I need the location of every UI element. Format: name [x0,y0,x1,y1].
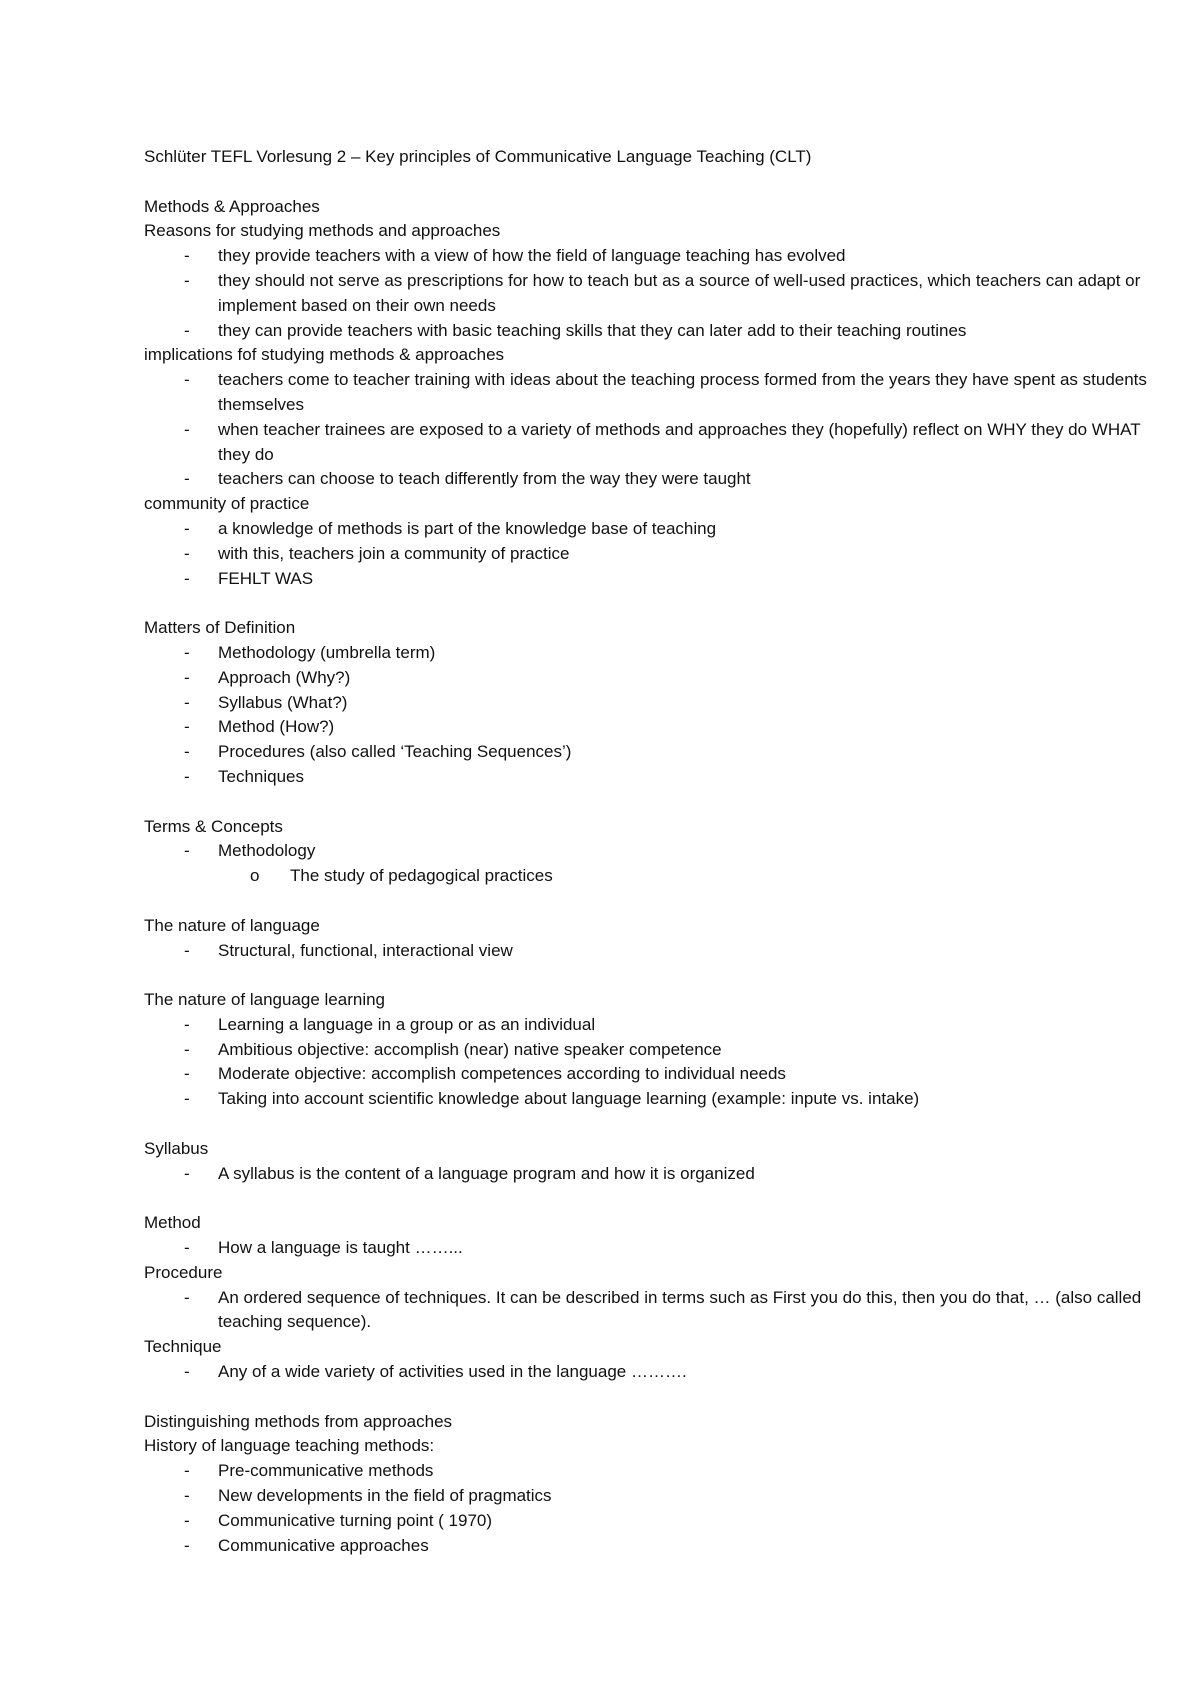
section-heading: Method [144,1213,201,1233]
section-subheading: History of language teaching methods: [144,1436,435,1456]
spacer [144,591,1160,616]
list-item: - Method (How?) [144,715,1160,740]
section-heading: Distinguishing methods from approaches [144,1411,453,1431]
dash-bullet: - [184,320,190,340]
list-item: - with this, teachers join a community of practice [144,542,1160,567]
spacer [144,790,1160,815]
list-item: - teachers come to teacher training with ideas about the teaching process formed from the years they have spent as students themselves [184,370,1147,414]
dash-bullet: - [184,518,190,538]
dash-bullet: - [184,940,190,960]
spacer [144,1112,1160,1137]
dash-bullet: - [184,692,190,712]
dash-bullet: - [184,1163,190,1183]
section-heading: Syllabus [144,1138,209,1158]
list-item: - Approach (Why?) [144,666,1160,691]
dash-bullet: - [184,1287,190,1307]
dash-bullet: - [184,1535,190,1555]
list-item: - FEHLT WAS [144,567,1160,592]
dash-bullet: - [184,270,190,290]
circle-bullet: o [250,866,260,886]
dash-bullet: - [184,1089,190,1109]
dash-bullet: - [184,841,190,861]
document-title: Schlüter TEFL Vorlesung 2 – Key principles of Communicative Language Teaching (CLT) [144,147,812,166]
dash-bullet: - [184,1238,190,1258]
list-item: - New developments in the field of pragmatics [144,1484,1160,1509]
list-item: - Syllabus (What?) [144,691,1160,716]
spacer [144,170,1160,195]
list-item: - a knowledge of methods is part of the knowledge base of teaching [144,517,1160,542]
spacer [144,889,1160,914]
sub-list-item: o The study of pedagogical practices [144,864,1160,889]
dash-bullet: - [184,1510,190,1530]
dash-bullet: - [184,469,190,489]
spacer [144,1186,1160,1211]
dash-bullet: - [184,667,190,687]
list-item: - A syllabus is the content of a language program and how it is organized [144,1162,1160,1187]
dash-bullet: - [184,1362,190,1382]
list-item: - they should not serve as prescriptions for how to teach but as a source of well-used practices, which teachers can adapt or implement based on their own needs [184,270,1141,315]
dash-bullet: - [184,246,190,266]
section-heading: Matters of Definition [144,618,296,638]
dash-bullet: - [184,717,190,737]
list-item: - Methodology [144,839,1160,864]
list-item: - Pre-communicative methods [144,1459,1160,1484]
list-item: - Taking into account scientific knowledge about language learning (example: inpute vs. intake) [144,1087,1160,1112]
list-item: - Procedures (also called ‘Teaching Sequences’) [144,740,1160,765]
list-item: - teachers can choose to teach differently from the way they were taught [144,467,1160,492]
section-heading: The nature of language learning [144,990,386,1010]
dash-bullet: - [184,642,190,662]
dash-bullet: - [184,370,190,390]
dash-bullet: - [184,1486,190,1506]
list-item: - Moderate objective: accomplish competences according to individual needs [144,1062,1160,1087]
dash-bullet: - [184,543,190,563]
list-item: - Learning a language in a group or as an individual [144,1013,1160,1038]
dash-bullet: - [184,419,190,439]
section-subheading: implications fof studying methods & approaches [144,345,505,365]
list-item: - Structural, functional, interactional view [144,939,1160,964]
list-item: - they provide teachers with a view of how the field of language teaching has evolved [144,244,1160,269]
section-heading: The nature of language [144,915,320,935]
section-heading: Methods & Approaches [144,196,320,216]
dash-bullet: - [184,1064,190,1084]
dash-bullet: - [184,1039,190,1059]
list-item: - Methodology (umbrella term) [144,641,1160,666]
dash-bullet: - [184,766,190,786]
section-heading: Terms & Concepts [144,816,283,836]
spacer [144,1385,1160,1410]
list-item: - Communicative approaches [144,1534,1160,1559]
list-item: - they can provide teachers with basic teaching skills that they can later add to their teaching routines [144,319,1160,344]
list-item: - An ordered sequence of techniques. It can be described in terms such as First you do this, then you do that, … (also called teaching sequence). [184,1287,1142,1332]
spacer [144,963,1160,988]
list-item: - How a language is taught ……... [144,1236,1160,1261]
list-item: - Communicative turning point ( 1970) [144,1509,1160,1534]
list-item: - Techniques [144,765,1160,790]
section-subheading: community of practice [144,494,310,514]
dash-bullet: - [184,1461,190,1481]
section-heading: Technique [144,1337,222,1357]
list-item: - Ambitious objective: accomplish (near) native speaker competence [144,1038,1160,1063]
list-item: - when teacher trainees are exposed to a variety of methods and approaches they (hopefully) reflect on WHY they do WHAT they do [184,419,1141,464]
dash-bullet: - [184,742,190,762]
section-heading: Procedure [144,1262,223,1282]
dash-bullet: - [184,568,190,588]
section-subheading: Reasons for studying methods and approaches [144,221,501,241]
list-item: - Any of a wide variety of activities used in the language ………. [144,1360,1160,1385]
dash-bullet: - [184,1014,190,1034]
